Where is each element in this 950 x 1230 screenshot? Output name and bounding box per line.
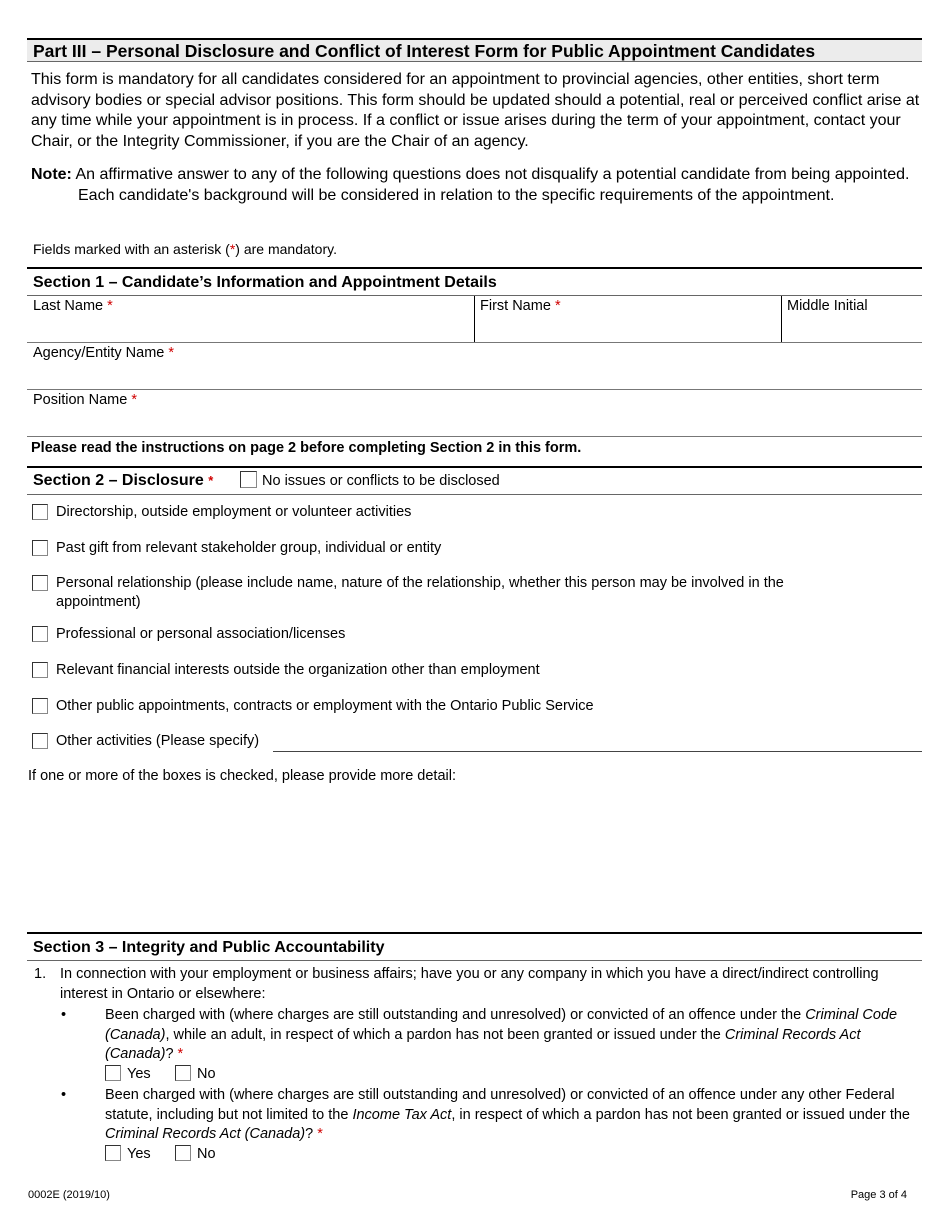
yes-checkbox[interactable] bbox=[105, 1065, 121, 1081]
question-1b-text: Been charged with (where charges are still outstanding and unresolved) or convicted of an offence under any other Federal statute, including but not limited to the Income Tax Act, in respect of which a pardon has not been granted or issued under the Criminal Records Act (Canada)? * bbox=[105, 1087, 910, 1142]
question-text: In connection with your employment or business affairs; have you or any company in which you have a direct/indirect controlling interest in Ontario or elsewhere: bbox=[60, 966, 879, 1002]
no-label: No bbox=[197, 1066, 216, 1082]
form-id: 0002E (2019/10) bbox=[28, 1189, 110, 1201]
intro-paragraph: This form is mandatory for all candidates considered for an appointment to provincial agencies, other entities, short term advisory bodies or special advisor positions. This form should be updated should a potential, real or perceived conflict arise at any time while your appointment is in process. If a conflict or issue arises during the term of your appointment, contact your Chair, or the Integrity Commissioner, if you are the Chair of an agency. bbox=[31, 71, 920, 150]
no-issues-label: No issues or conflicts to be disclosed bbox=[262, 473, 500, 489]
question-1b-no[interactable] bbox=[175, 1145, 216, 1162]
agency-label: Agency/Entity Name bbox=[33, 345, 165, 361]
bullet: • bbox=[61, 1007, 67, 1023]
question-1a-no[interactable] bbox=[175, 1065, 216, 1082]
detail-textarea[interactable] bbox=[28, 790, 922, 928]
note-block bbox=[31, 165, 921, 206]
checkbox[interactable] bbox=[32, 662, 48, 678]
first-name-label: First Name bbox=[480, 298, 551, 314]
note-text: An affirmative answer to any of the following questions does not disqualify a potential candidate from being appointed. Each candidate's background will be considered in relation to the specific requirements of the appointment. bbox=[75, 166, 910, 204]
item-label: Relevant financial interests outside the organization other than employment bbox=[56, 662, 540, 678]
no-issues-checkbox[interactable] bbox=[240, 471, 257, 488]
middle-initial-label: Middle Initial bbox=[787, 298, 868, 314]
required-asterisk: * bbox=[131, 392, 137, 408]
middle-initial-field[interactable] bbox=[782, 296, 922, 343]
no-label: No bbox=[197, 1146, 216, 1162]
required-asterisk: * bbox=[177, 1046, 184, 1062]
detail-prompt: If one or more of the boxes is checked, please provide more detail: bbox=[28, 768, 456, 784]
section2-title: Section 2 – Disclosure bbox=[33, 472, 204, 489]
first-name-field[interactable] bbox=[475, 296, 781, 343]
question-number: 1. bbox=[34, 966, 47, 982]
position-name-field[interactable] bbox=[27, 390, 922, 436]
agency-name-field[interactable] bbox=[27, 343, 922, 389]
last-name-field[interactable] bbox=[27, 296, 475, 343]
item-label: Other activities (Please specify) bbox=[56, 733, 260, 749]
section1-title: Section 1 – Candidate’s Information and Appointment Details bbox=[27, 267, 922, 296]
question-1a-yes[interactable] bbox=[105, 1065, 151, 1082]
item-label: Professional or personal association/licenses bbox=[56, 626, 346, 642]
other-activities-specify-input[interactable] bbox=[273, 751, 922, 752]
form-title: Part III – Personal Disclosure and Conflict of Interest Form for Public Appointment Candidates bbox=[27, 38, 922, 62]
section2-header bbox=[27, 466, 922, 495]
no-checkbox[interactable] bbox=[175, 1065, 191, 1081]
question-1b-yes[interactable] bbox=[105, 1145, 151, 1162]
item-label-line2: appointment) bbox=[56, 594, 141, 610]
item-label: Past gift from relevant stakeholder group, individual or entity bbox=[56, 540, 442, 556]
checkbox[interactable] bbox=[32, 626, 48, 642]
checkbox[interactable] bbox=[32, 698, 48, 714]
mandatory-note-text: Fields marked with an asterisk ( bbox=[33, 241, 230, 257]
checkbox[interactable] bbox=[32, 733, 48, 749]
last-name-label: Last Name bbox=[33, 298, 104, 314]
question-1a-text: Been charged with (where charges are still outstanding and unresolved) or convicted of an offence under the Criminal Code (Canada), while an adult, in respect of which a pardon has not been granted or issued under the Criminal Records Act (Canada)? * bbox=[105, 1007, 898, 1062]
yes-label: Yes bbox=[127, 1066, 151, 1082]
item-label: Directorship, outside employment or volunteer activities bbox=[56, 504, 412, 520]
checkbox[interactable] bbox=[32, 575, 48, 591]
section3-title: Section 3 – Integrity and Public Accountability bbox=[27, 932, 922, 961]
page-number: Page 3 of 4 bbox=[850, 1189, 907, 1201]
item-label: Other public appointments, contracts or employment with the Ontario Public Service bbox=[56, 698, 594, 714]
yes-checkbox[interactable] bbox=[105, 1145, 121, 1161]
note-label: Note: bbox=[31, 166, 72, 183]
asterisk: * bbox=[229, 241, 236, 257]
required-asterisk: * bbox=[208, 473, 214, 488]
divider bbox=[27, 436, 922, 437]
mandatory-note-text-end: ) are mandatory. bbox=[235, 241, 337, 257]
checkbox[interactable] bbox=[32, 540, 48, 556]
instructions-note: Please read the instructions on page 2 before completing Section 2 in this form. bbox=[31, 440, 582, 456]
required-asterisk: * bbox=[554, 298, 561, 314]
position-label: Position Name bbox=[33, 392, 128, 408]
no-issues-checkbox-row[interactable] bbox=[240, 471, 500, 489]
checkbox[interactable] bbox=[32, 504, 48, 520]
yes-label: Yes bbox=[127, 1146, 151, 1162]
required-asterisk: * bbox=[317, 1126, 323, 1142]
no-checkbox[interactable] bbox=[175, 1145, 191, 1161]
required-asterisk: * bbox=[168, 345, 175, 361]
bullet: • bbox=[61, 1087, 67, 1103]
item-label: Personal relationship (please include name, nature of the relationship, whether this person may be involved in the bbox=[56, 575, 784, 591]
required-asterisk: * bbox=[107, 298, 113, 314]
mandatory-note bbox=[33, 241, 337, 257]
